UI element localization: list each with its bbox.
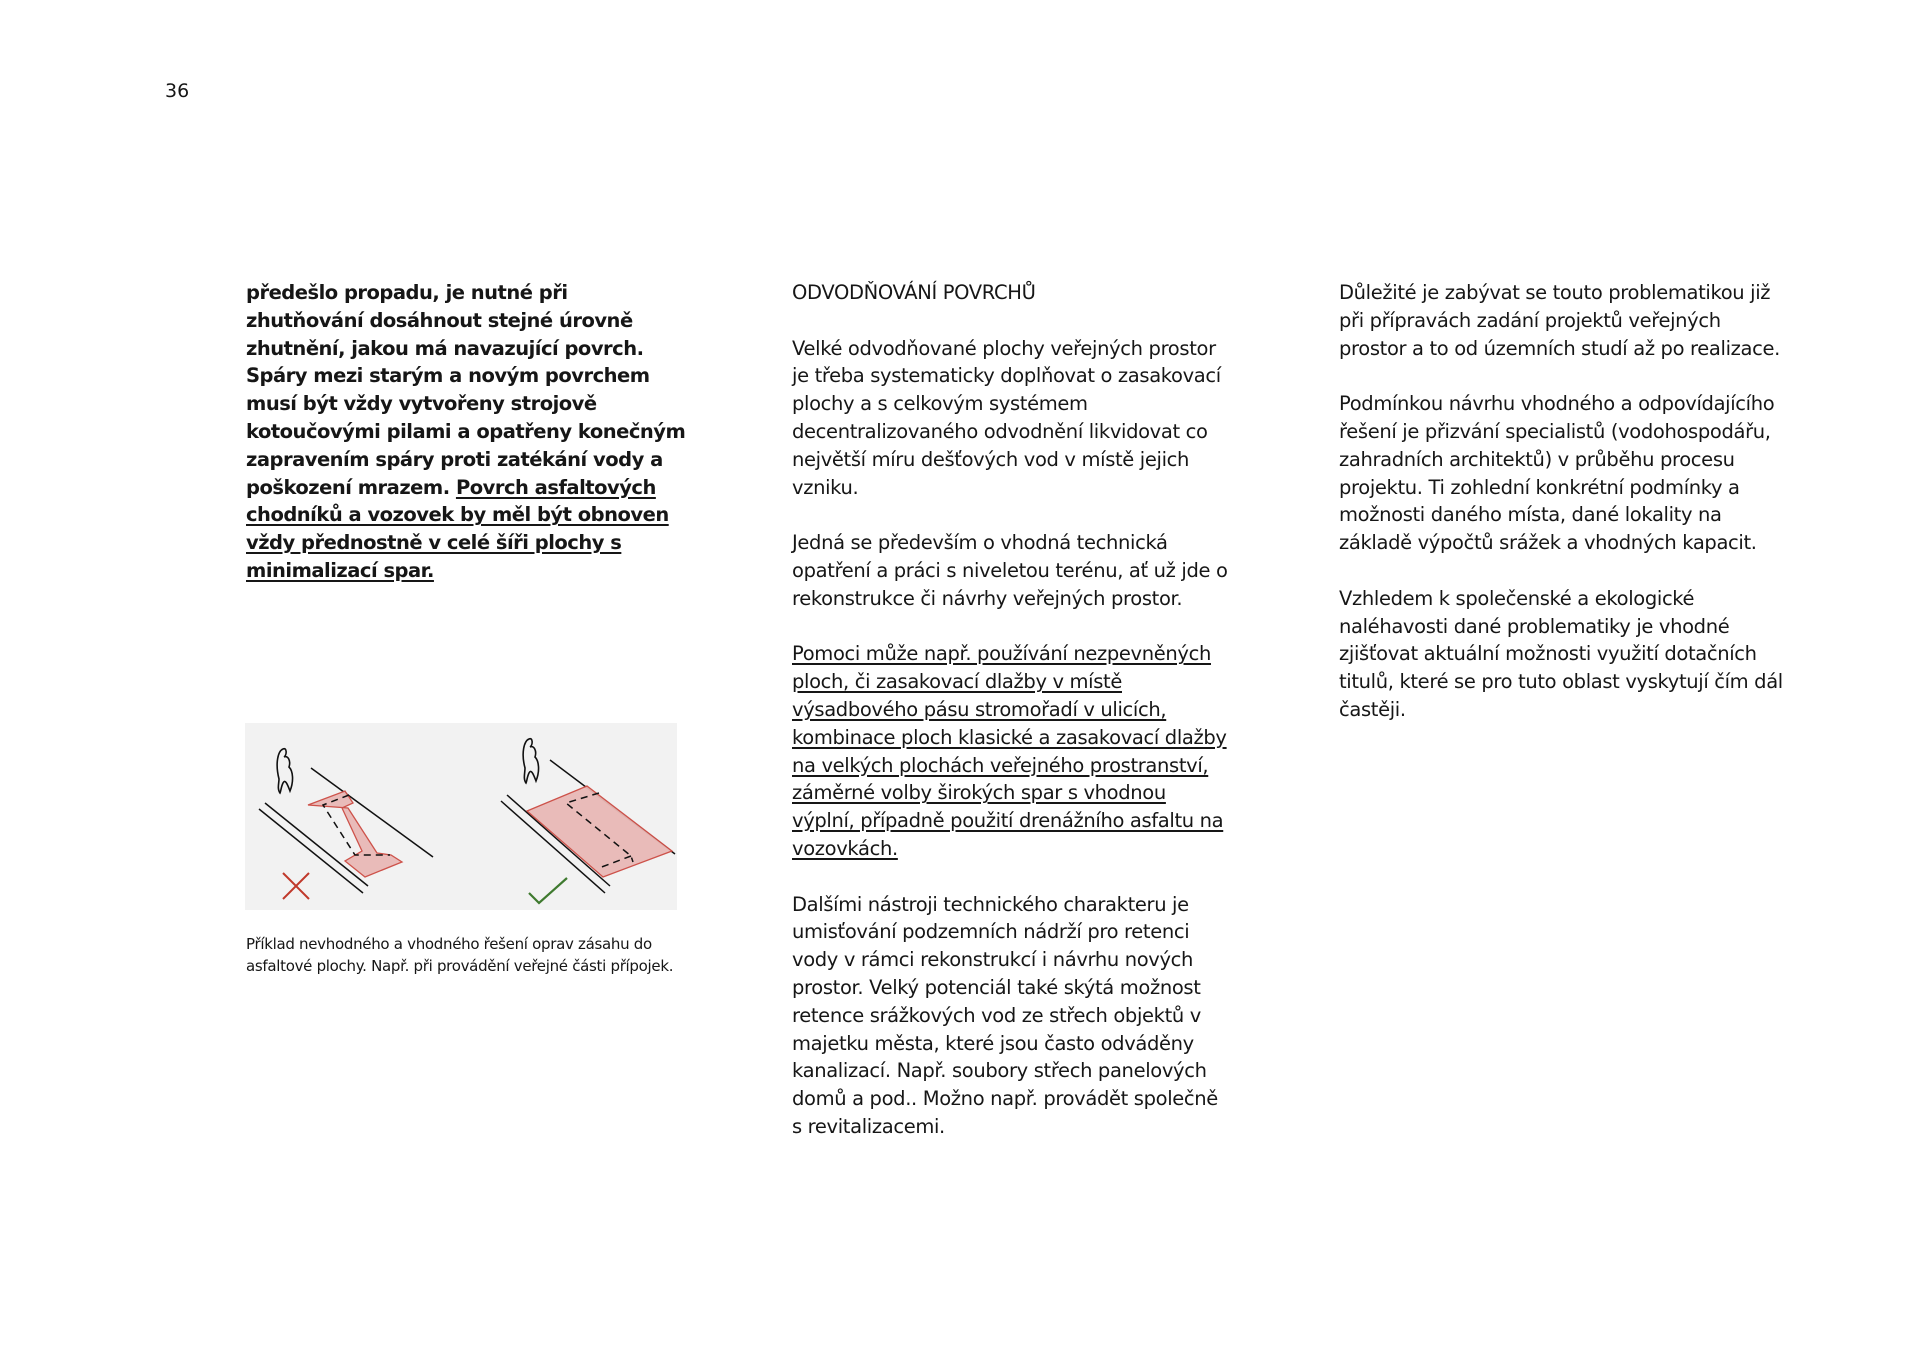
right-column xyxy=(1339,279,1789,752)
right-paragraph-1: Důležité je zabývat se touto problematikou již při přípravách zadání projektů veřejných prostor a to od územních studí až po realizace. xyxy=(1339,281,1780,360)
page-number: 36 xyxy=(165,80,190,102)
figure-caption: Příklad nevhodného a vhodného řešení oprav zásahu do asfaltové plochy. Např. při provádění veřejné části přípojek. xyxy=(246,935,674,975)
correct-check-icon xyxy=(529,878,567,903)
pedestrian-icon-left xyxy=(277,749,292,793)
right-paragraph-3: Vzhledem k společenské a ekologické naléhavosti dané problematiky je vhodné zjišťovat aktuální možnosti využití dotačních titulů, které se pro tuto oblast vyskytují čím dál častěji. xyxy=(1339,586,1783,721)
wrong-cross-icon xyxy=(283,873,309,899)
wrong-example xyxy=(259,749,433,899)
road-edge-line xyxy=(311,768,433,857)
patch-zigzag xyxy=(308,791,402,877)
middle-column xyxy=(792,279,1232,1169)
correct-example xyxy=(501,739,675,903)
asphalt-repair-figure xyxy=(245,723,677,910)
middle-paragraph-1: Velké odvodňované plochy veřejných prostor je třeba systematicky doplňovat o zasakovací plochy a s celkovým systémem decentralizovaného odvodnění likvidovat co největší míru dešťových vod v místě jejich vzniku. xyxy=(792,336,1221,499)
middle-paragraph-last: Dalšími nástroji technického charakteru je umisťování podzemních nádrží pro retenci vody v rámci rekonstrukcí i návrhu nových prostor. Velký potenciál také skýtá možnost retence srážkových vod ze střech objektů v majetku města, které jsou často odváděny kanalizací. Např. soubory střech panelových domů a pod.. Možno např. provádět společně s revitalizacemi. xyxy=(792,892,1218,1138)
pedestrian-icon-right xyxy=(523,739,538,783)
left-bold-text: předešlo propadu, je nutné při zhutňování dosáhnout stejné úrovně zhutnění, jakou má navazující povrch. Spáry mezi starým a novým povrchem musí být vždy vytvořeny strojově kotoučovými pilami a opatřeny konečným zapravením spáry proti zatékání vody a poškození mrazem. xyxy=(246,281,686,499)
section-heading: ODVODŇOVÁNÍ POVRCHŮ xyxy=(792,281,1036,304)
right-paragraph-2: Podmínkou návrhu vhodného a odpovídajícího řešení je přizvání specialistů (vodohospodářu, zahradních architektů) v průběhu procesu projektu. Ti zohlední konkrétní podmínky a možnosti daného místa, dané lokality na základě výpočtů srážek a vhodných kapacit. xyxy=(1339,392,1775,555)
middle-paragraph-2: Jedná se především o vhodná technická opatření a práci s niveletou terénu, ať už jde o rekonstrukce či návrhy veřejných prostor. xyxy=(792,531,1228,610)
asphalt-repair-illustration xyxy=(245,723,677,910)
kerb-line-2 xyxy=(259,809,363,893)
left-column xyxy=(246,279,686,585)
left-bold-underlined-text: Povrch asfaltových chodníků a vozovek by měl být obnoven vždy přednostně v celé šíři plochy s minimalizací spar. xyxy=(246,475,669,582)
middle-underlined-paragraph: Pomoci může např. používání nezpevněných ploch, či zasakovací dlažby v místě výsadbového pásu stromořadí v ulicích, kombinace ploch klasické a zasakovací dlažby na velkých plochách veřejného prostranství, záměrné volby širokých spar s vhodnou výplní, případně použití drenážního asfaltu na vozovkách. xyxy=(792,642,1227,860)
